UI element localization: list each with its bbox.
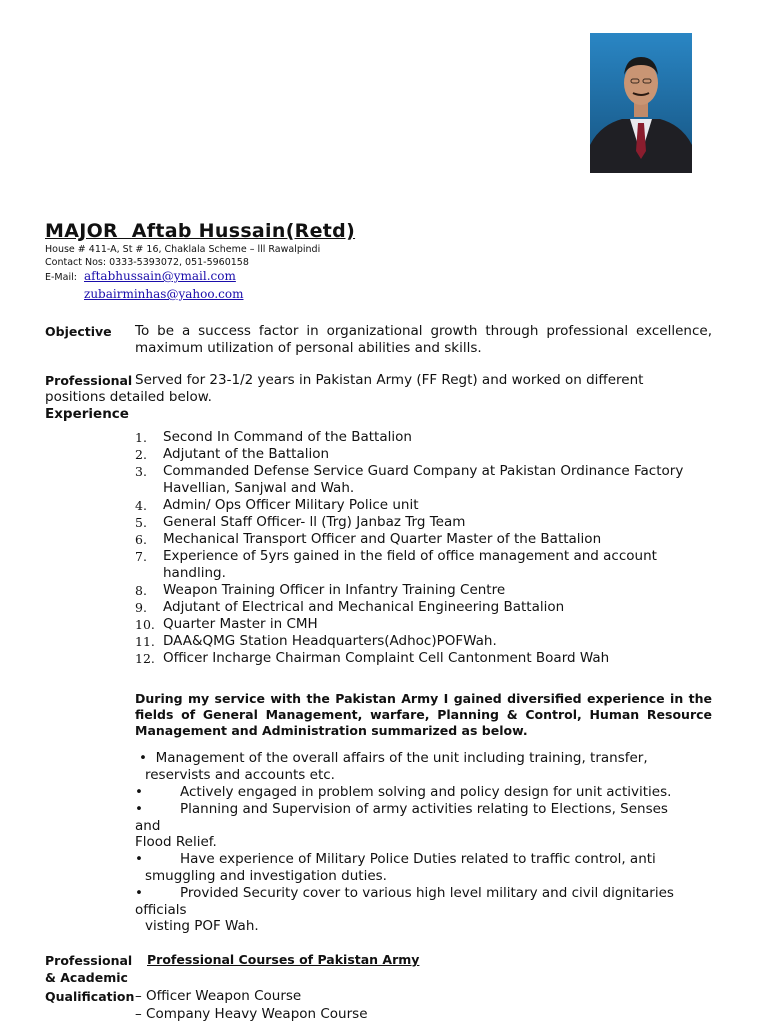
- list-item: 9. Adjutant of Electrical and Mechanical Engineering Battalion: [135, 599, 565, 615]
- address-line: House # 411-A, St # 16, Chaklala Scheme – lll Rawalpindi: [45, 244, 321, 255]
- email-link-primary[interactable]: aftabhussain@ymail.com: [84, 269, 236, 283]
- list-item: 10. Quarter Master in CMH: [135, 616, 318, 632]
- email-link-secondary[interactable]: zubairminhas@yahoo.com: [84, 287, 244, 301]
- bullet-item-1-cont: reservists and accounts etc.: [145, 767, 335, 783]
- list-item: 1. Second In Command of the Battalion: [135, 429, 412, 445]
- email-label: E-Mail:: [45, 272, 77, 283]
- experience-summary: During my service with the Pakistan Army I gained diversified experience in the fields of General Management, warfare, Planning & Control, Human Resource Management and Administration summarized as below.: [135, 691, 712, 738]
- list-item: 11. DAA&QMG Station Headquarters(Adhoc)POFWah.: [135, 633, 497, 649]
- bullet-item-5-cont: visting POF Wah.: [145, 918, 259, 934]
- experience-label-line2: Experience: [45, 406, 129, 422]
- course-item: – Company Heavy Weapon Course: [135, 1006, 368, 1022]
- experience-intro-cont: positions detailed below.: [45, 389, 212, 405]
- bullet-item-5-officials: officials: [135, 902, 187, 918]
- list-item: 5. General Staff Officer- ll (Trg) Janbaz Trg Team: [135, 514, 466, 530]
- list-item: 7. Experience of 5yrs gained in the field of office management and account handling.: [135, 548, 657, 581]
- qualification-label-line2: & Academic: [45, 970, 128, 985]
- experience-intro-first: Served for 23-1/2 years in Pakistan Army (FF Regt) and worked on different: [135, 372, 644, 388]
- bullet-item-4-cont: smuggling and investigation duties.: [145, 868, 387, 884]
- courses-heading: Professional Courses of Pakistan Army: [147, 952, 420, 967]
- portrait-image: [590, 33, 692, 173]
- bullet-item-3-cont: Flood Relief.: [135, 834, 217, 850]
- positions-list: [135, 429, 712, 667]
- experience-label-line1: Professional: [45, 373, 133, 388]
- list-item: 8. Weapon Training Officer in Infantry Training Centre: [135, 582, 506, 598]
- profile-photo: [590, 33, 692, 173]
- list-item: 3. Commanded Defense Service Guard Company at Pakistan Ordinance Factory Havellian, Sanjwal and Wah.: [135, 463, 684, 496]
- list-item: 2. Adjutant of the Battalion: [135, 446, 330, 462]
- qualification-label-line3: Qualification: [45, 989, 135, 1004]
- bullet-item-4: • Have experience of Military Police Duties related to traffic control, anti: [135, 851, 656, 867]
- bullet-item-3-and: and: [135, 818, 161, 834]
- list-item: 4. Admin/ Ops Officer Military Police unit: [135, 497, 419, 513]
- candidate-name: MAJOR Aftab Hussain(Retd): [45, 220, 356, 242]
- bullet-item-2: • Actively engaged in problem solving and policy design for unit activities.: [135, 784, 672, 800]
- qualification-label-line1: Professional: [45, 953, 133, 968]
- bullet-item-1: • Management of the overall affairs of the unit including training, transfer,: [139, 750, 648, 766]
- course-item: – Officer Weapon Course: [135, 988, 302, 1004]
- list-item: 6. Mechanical Transport Officer and Quarter Master of the Battalion: [135, 531, 602, 547]
- contact-numbers: Contact Nos: 0333-5393072, 051-5960158: [45, 257, 249, 268]
- objective-label: Objective: [45, 324, 112, 339]
- bullet-item-3: • Planning and Supervision of army activities relating to Elections, Senses: [135, 801, 668, 817]
- objective-text: To be a success factor in organizational growth through professional excellence, maximum utilization of personal abilities and skills.: [135, 323, 712, 356]
- list-item: 12. Officer Incharge Chairman Complaint Cell Cantonment Board Wah: [135, 650, 610, 666]
- bullet-item-5: • Provided Security cover to various high level military and civil dignitaries: [135, 885, 674, 901]
